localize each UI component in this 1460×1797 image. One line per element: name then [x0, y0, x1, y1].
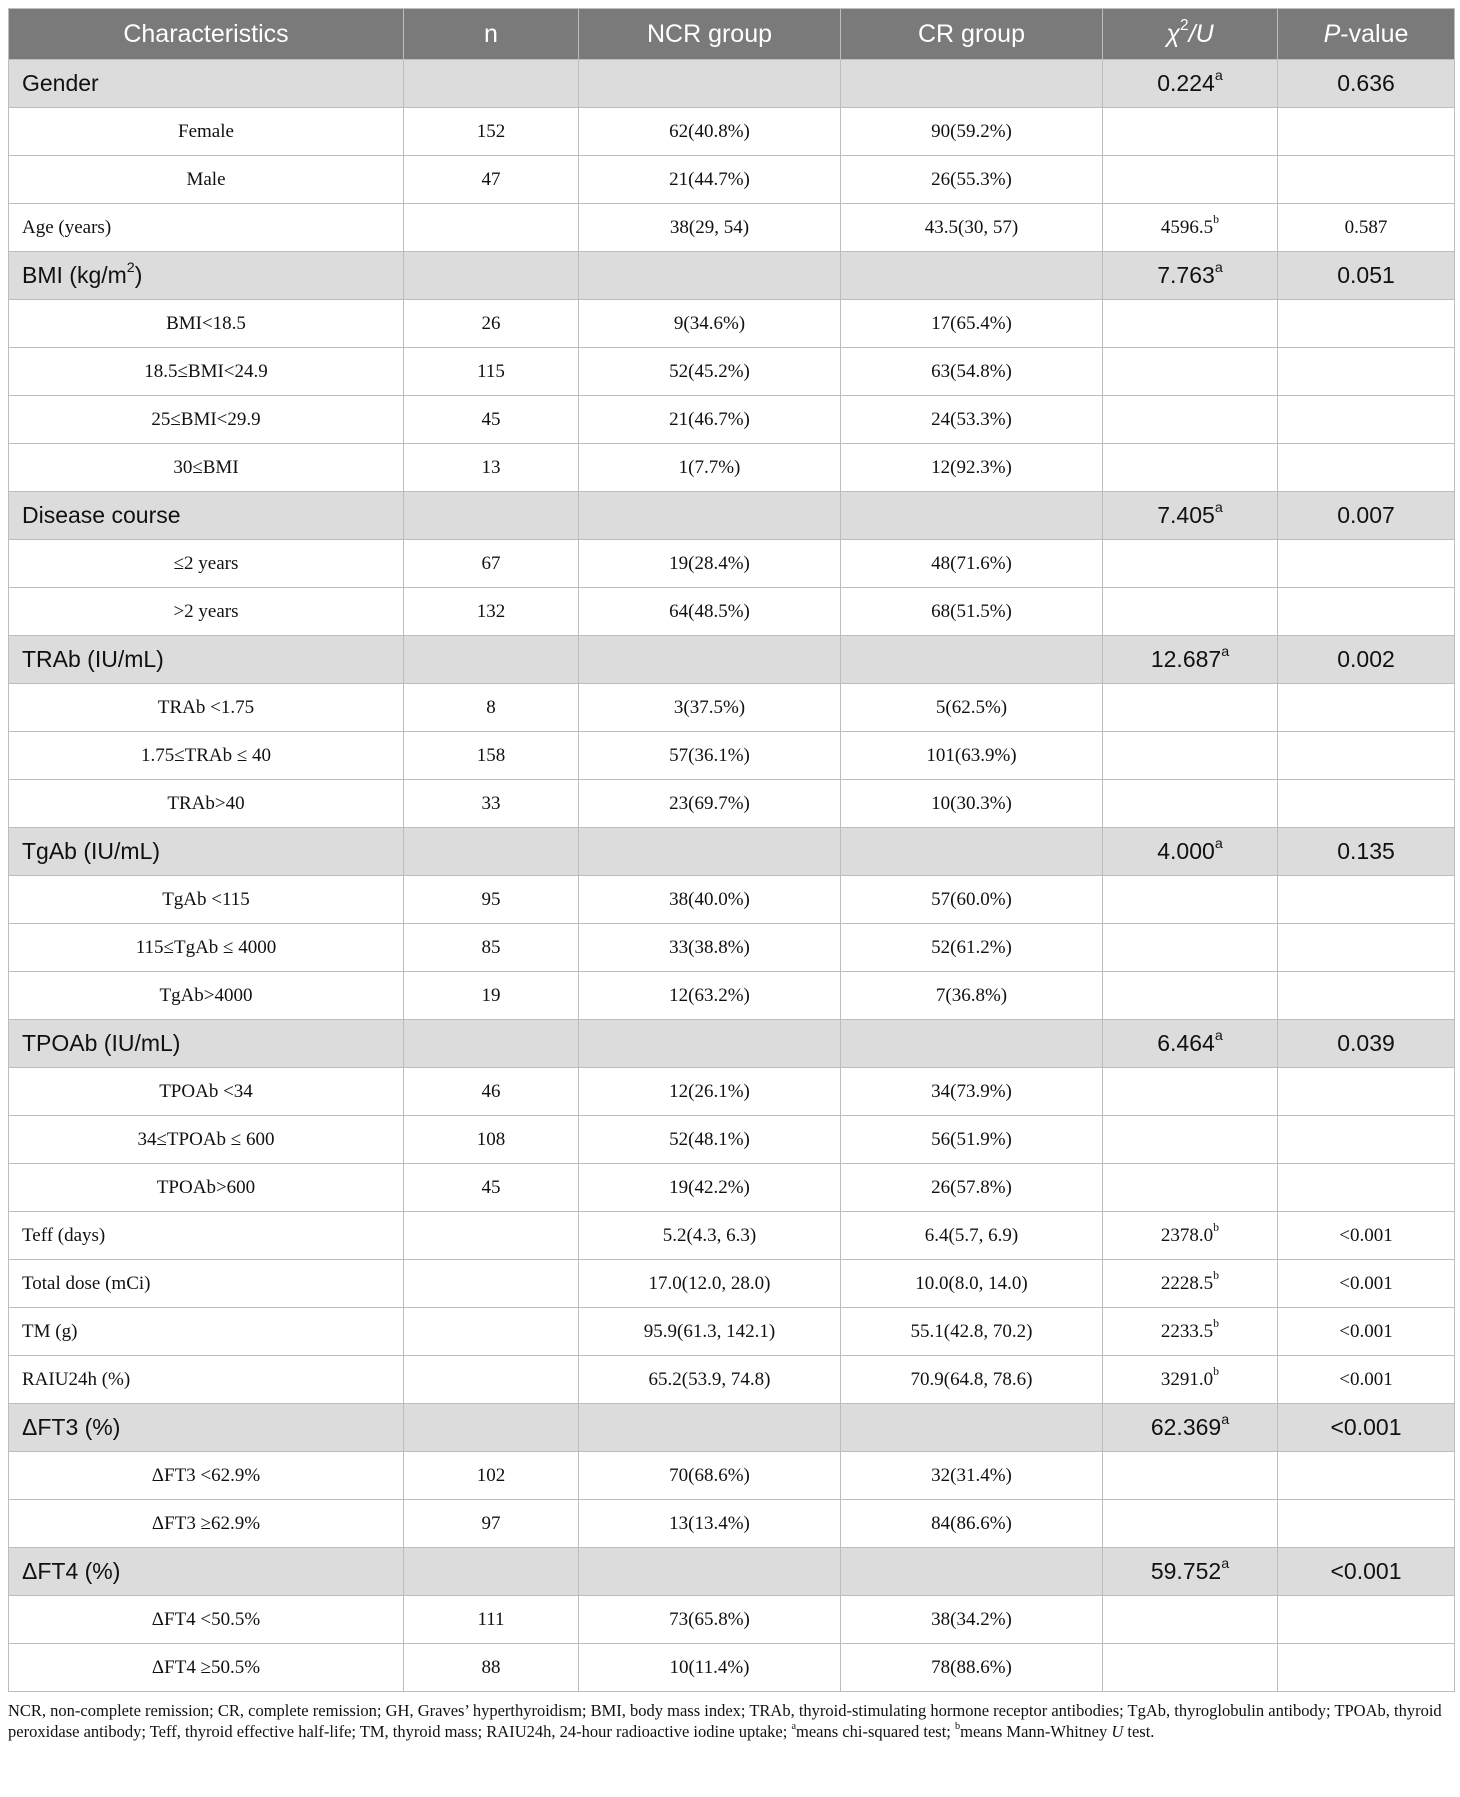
statistic-cell: [1103, 204, 1278, 252]
cr-cell: [841, 60, 1103, 108]
variable-row: [9, 1212, 1455, 1260]
statistic-cell: [1103, 492, 1278, 540]
ncr-cell: [579, 492, 841, 540]
ncr-cell: 17.0(12.0, 28.0): [579, 1260, 841, 1308]
statistic-value: 3291.0: [1160, 1368, 1214, 1390]
section-row: [9, 1020, 1455, 1068]
n-cell: 33: [404, 780, 579, 828]
p-value-cell: 0.039: [1278, 1020, 1455, 1068]
section-label-tail: ): [134, 262, 143, 288]
statistic-value: 7.405: [1157, 502, 1215, 528]
header-p-value: [1278, 9, 1455, 60]
subgroup-label: 115≤TgAb ≤ 4000: [9, 924, 404, 972]
ncr-cell: [579, 60, 841, 108]
n-cell: 158: [404, 732, 579, 780]
cr-cell: 26(57.8%): [841, 1164, 1103, 1212]
cr-cell: 48(71.6%): [841, 540, 1103, 588]
section-row: [9, 1404, 1455, 1452]
subgroup-label: BMI<18.5: [9, 300, 404, 348]
subgroup-row: [9, 396, 1455, 444]
n-cell: [404, 1356, 579, 1404]
p-value-cell: <0.001: [1278, 1404, 1455, 1452]
footnote-abbreviations: NCR, non-complete remission; CR, complete remission; GH, Graves’ hyperthyroidism; BMI, body mass index; TRAb, thyroid-stimulating hormone receptor antibodies; TgAb, thyroglobulin antibody; TPOAb, thyroid peroxidase antibody; Teff, thyroid effective half-life; TM, thyroid mass; RAIU24h, 24-hour radioactive iodine uptake;: [8, 1701, 1442, 1741]
statistic-superscript: b: [1213, 1221, 1220, 1235]
section-row: [9, 492, 1455, 540]
n-cell: [404, 492, 579, 540]
n-cell: 47: [404, 156, 579, 204]
cr-cell: 24(53.3%): [841, 396, 1103, 444]
header-statistic: [1103, 9, 1278, 60]
p-value-cell: 0.002: [1278, 636, 1455, 684]
p-value-cell: [1278, 1068, 1455, 1116]
ncr-cell: 64(48.5%): [579, 588, 841, 636]
variable-label: Teff (days): [9, 1212, 404, 1260]
n-cell: 97: [404, 1500, 579, 1548]
p-value-cell: <0.001: [1278, 1308, 1455, 1356]
section-label: TgAb (IU/mL): [9, 828, 404, 876]
cr-cell: 17(65.4%): [841, 300, 1103, 348]
statistic-superscript: a: [1214, 500, 1223, 517]
subgroup-row: [9, 1164, 1455, 1212]
p-value-cell: 0.051: [1278, 252, 1455, 300]
statistic-cell: [1103, 1356, 1278, 1404]
p-value-cell: [1278, 732, 1455, 780]
subgroup-row: [9, 108, 1455, 156]
cr-cell: 55.1(42.8, 70.2): [841, 1308, 1103, 1356]
cr-cell: 57(60.0%): [841, 876, 1103, 924]
ncr-cell: [579, 1548, 841, 1596]
cr-cell: 90(59.2%): [841, 108, 1103, 156]
section-label: [9, 252, 404, 300]
ncr-cell: 33(38.8%): [579, 924, 841, 972]
p-value-cell: [1278, 876, 1455, 924]
footnote-sup-a: a: [791, 1720, 797, 1732]
n-cell: 111: [404, 1596, 579, 1644]
header-cr-group: CR group: [841, 9, 1103, 60]
statistic-cell: [1103, 1260, 1278, 1308]
cr-cell: 70.9(64.8, 78.6): [841, 1356, 1103, 1404]
header-chi-symbol: χ: [1166, 19, 1181, 48]
p-value-cell: <0.001: [1278, 1260, 1455, 1308]
statistic-cell: [1103, 972, 1278, 1020]
subgroup-row: [9, 588, 1455, 636]
statistic-value: 4.000: [1157, 838, 1215, 864]
p-value-cell: <0.001: [1278, 1356, 1455, 1404]
statistic-value: 2228.5: [1160, 1272, 1214, 1294]
n-cell: [404, 1260, 579, 1308]
p-value-cell: [1278, 300, 1455, 348]
ncr-cell: 62(40.8%): [579, 108, 841, 156]
n-cell: 108: [404, 1116, 579, 1164]
table-container: [8, 8, 1454, 1742]
subgroup-row: [9, 348, 1455, 396]
statistic-value: 0.224: [1157, 70, 1215, 96]
statistic-cell: [1103, 1068, 1278, 1116]
ncr-cell: 21(44.7%): [579, 156, 841, 204]
subgroup-row: [9, 876, 1455, 924]
section-label: ΔFT3 (%): [9, 1404, 404, 1452]
statistic-cell: [1103, 1308, 1278, 1356]
cr-cell: 32(31.4%): [841, 1452, 1103, 1500]
p-value-cell: 0.135: [1278, 828, 1455, 876]
statistic-cell: [1103, 924, 1278, 972]
variable-row: [9, 1260, 1455, 1308]
statistic-value: 2233.5: [1160, 1320, 1214, 1342]
n-cell: 45: [404, 1164, 579, 1212]
subgroup-label: 30≤BMI: [9, 444, 404, 492]
ncr-cell: 12(63.2%): [579, 972, 841, 1020]
statistic-value: 12.687: [1150, 646, 1222, 672]
cr-cell: 10.0(8.0, 14.0): [841, 1260, 1103, 1308]
table-footnote: [8, 1700, 1454, 1742]
ncr-cell: [579, 828, 841, 876]
p-value-cell: 0.587: [1278, 204, 1455, 252]
n-cell: 46: [404, 1068, 579, 1116]
subgroup-row: [9, 1452, 1455, 1500]
statistic-value: 59.752: [1150, 1558, 1222, 1584]
subgroup-label: 18.5≤BMI<24.9: [9, 348, 404, 396]
statistic-cell: [1103, 1212, 1278, 1260]
p-value-cell: 0.636: [1278, 60, 1455, 108]
statistic-superscript: b: [1213, 1365, 1220, 1379]
n-cell: 102: [404, 1452, 579, 1500]
p-value-cell: [1278, 684, 1455, 732]
subgroup-label: ≤2 years: [9, 540, 404, 588]
n-cell: 19: [404, 972, 579, 1020]
p-value-cell: [1278, 108, 1455, 156]
subgroup-row: [9, 1500, 1455, 1548]
n-cell: 13: [404, 444, 579, 492]
cr-cell: [841, 1548, 1103, 1596]
statistic-cell: [1103, 1164, 1278, 1212]
footnote-end: test.: [1123, 1722, 1155, 1741]
statistic-cell: [1103, 348, 1278, 396]
p-value-cell: [1278, 780, 1455, 828]
n-cell: [404, 60, 579, 108]
statistic-value: 6.464: [1157, 1030, 1215, 1056]
ncr-cell: 1(7.7%): [579, 444, 841, 492]
p-value-cell: [1278, 540, 1455, 588]
statistic-cell: [1103, 108, 1278, 156]
ncr-cell: [579, 252, 841, 300]
p-value-cell: [1278, 924, 1455, 972]
n-cell: [404, 1548, 579, 1596]
section-row: [9, 60, 1455, 108]
section-label: TRAb (IU/mL): [9, 636, 404, 684]
ncr-cell: 3(37.5%): [579, 684, 841, 732]
n-cell: [404, 1212, 579, 1260]
statistic-cell: [1103, 732, 1278, 780]
n-cell: [404, 636, 579, 684]
statistic-cell: [1103, 156, 1278, 204]
p-value-cell: [1278, 1452, 1455, 1500]
cr-cell: 101(63.9%): [841, 732, 1103, 780]
statistic-cell: [1103, 60, 1278, 108]
subgroup-row: [9, 540, 1455, 588]
variable-label: TM (g): [9, 1308, 404, 1356]
p-value-cell: [1278, 1164, 1455, 1212]
subgroup-label: ΔFT4 <50.5%: [9, 1596, 404, 1644]
subgroup-label: TPOAb <34: [9, 1068, 404, 1116]
statistic-cell: [1103, 1500, 1278, 1548]
footnote-mann-whitney-note: means Mann-Whitney: [960, 1722, 1112, 1741]
ncr-cell: [579, 1020, 841, 1068]
cr-cell: [841, 828, 1103, 876]
ncr-cell: 38(40.0%): [579, 876, 841, 924]
p-value-cell: [1278, 972, 1455, 1020]
n-cell: 45: [404, 396, 579, 444]
n-cell: [404, 828, 579, 876]
subgroup-label: TgAb>4000: [9, 972, 404, 1020]
subgroup-row: [9, 1068, 1455, 1116]
subgroup-row: [9, 780, 1455, 828]
statistic-superscript: a: [1214, 68, 1223, 85]
section-label-text: BMI (kg/m: [22, 262, 127, 288]
statistic-superscript: b: [1213, 213, 1220, 227]
n-cell: [404, 204, 579, 252]
footnote-chi-note: means chi-squared test;: [796, 1722, 956, 1741]
statistic-cell: [1103, 1452, 1278, 1500]
variable-row: [9, 1308, 1455, 1356]
section-row: [9, 252, 1455, 300]
p-value-cell: [1278, 396, 1455, 444]
ncr-cell: 65.2(53.9, 74.8): [579, 1356, 841, 1404]
footnote-u-letter: U: [1111, 1722, 1124, 1741]
ncr-cell: 10(11.4%): [579, 1644, 841, 1692]
p-value-cell: [1278, 348, 1455, 396]
cr-cell: 84(86.6%): [841, 1500, 1103, 1548]
cr-cell: 34(73.9%): [841, 1068, 1103, 1116]
variable-label: Age (years): [9, 204, 404, 252]
subgroup-label: TRAb <1.75: [9, 684, 404, 732]
subgroup-label: 25≤BMI<29.9: [9, 396, 404, 444]
statistic-cell: [1103, 876, 1278, 924]
statistic-cell: [1103, 444, 1278, 492]
subgroup-label: ΔFT3 ≥62.9%: [9, 1500, 404, 1548]
n-cell: 88: [404, 1644, 579, 1692]
header-characteristics: Characteristics: [9, 9, 404, 60]
cr-cell: 7(36.8%): [841, 972, 1103, 1020]
statistic-superscript: a: [1221, 1412, 1230, 1429]
statistic-cell: [1103, 636, 1278, 684]
section-row: [9, 636, 1455, 684]
subgroup-label: ΔFT4 ≥50.5%: [9, 1644, 404, 1692]
section-label: Disease course: [9, 492, 404, 540]
n-cell: [404, 1020, 579, 1068]
statistic-superscript: a: [1221, 644, 1230, 661]
subgroup-row: [9, 156, 1455, 204]
statistic-cell: [1103, 684, 1278, 732]
cr-cell: [841, 1404, 1103, 1452]
variable-label: Total dose (mCi): [9, 1260, 404, 1308]
subgroup-row: [9, 1644, 1455, 1692]
statistic-cell: [1103, 300, 1278, 348]
cr-cell: 10(30.3%): [841, 780, 1103, 828]
statistic-value: 7.763: [1157, 262, 1215, 288]
ncr-cell: 95.9(61.3, 142.1): [579, 1308, 841, 1356]
cr-cell: [841, 1020, 1103, 1068]
n-cell: [404, 1308, 579, 1356]
p-value-cell: [1278, 588, 1455, 636]
n-cell: 85: [404, 924, 579, 972]
n-cell: 8: [404, 684, 579, 732]
statistic-cell: [1103, 1116, 1278, 1164]
subgroup-row: [9, 684, 1455, 732]
statistic-cell: [1103, 1644, 1278, 1692]
p-value-cell: [1278, 444, 1455, 492]
ncr-cell: 70(68.6%): [579, 1452, 841, 1500]
variable-row: [9, 1356, 1455, 1404]
ncr-cell: 19(28.4%): [579, 540, 841, 588]
p-value-cell: [1278, 156, 1455, 204]
table-header-row: [9, 9, 1455, 60]
characteristics-table: [8, 8, 1455, 1692]
variable-row: [9, 204, 1455, 252]
cr-cell: [841, 636, 1103, 684]
header-p-letter: P: [1323, 19, 1341, 48]
section-label-superscript: 2: [126, 260, 135, 277]
subgroup-row: [9, 1596, 1455, 1644]
p-value-cell: 0.007: [1278, 492, 1455, 540]
ncr-cell: 73(65.8%): [579, 1596, 841, 1644]
ncr-cell: 23(69.7%): [579, 780, 841, 828]
p-value-cell: [1278, 1500, 1455, 1548]
subgroup-label: Female: [9, 108, 404, 156]
header-chi-superscript: 2: [1180, 16, 1189, 34]
cr-cell: 68(51.5%): [841, 588, 1103, 636]
cr-cell: 52(61.2%): [841, 924, 1103, 972]
cr-cell: 56(51.9%): [841, 1116, 1103, 1164]
n-cell: 132: [404, 588, 579, 636]
statistic-value: 2378.0: [1160, 1224, 1214, 1246]
statistic-cell: [1103, 540, 1278, 588]
statistic-cell: [1103, 588, 1278, 636]
n-cell: 152: [404, 108, 579, 156]
statistic-cell: [1103, 1596, 1278, 1644]
statistic-superscript: a: [1214, 836, 1223, 853]
cr-cell: 78(88.6%): [841, 1644, 1103, 1692]
statistic-cell: [1103, 1020, 1278, 1068]
n-cell: 26: [404, 300, 579, 348]
statistic-cell: [1103, 828, 1278, 876]
ncr-cell: 9(34.6%): [579, 300, 841, 348]
statistic-cell: [1103, 1548, 1278, 1596]
cr-cell: 26(55.3%): [841, 156, 1103, 204]
n-cell: [404, 1404, 579, 1452]
n-cell: [404, 252, 579, 300]
cr-cell: 43.5(30, 57): [841, 204, 1103, 252]
cr-cell: 5(62.5%): [841, 684, 1103, 732]
section-row: [9, 828, 1455, 876]
ncr-cell: 21(46.7%): [579, 396, 841, 444]
footnote-sup-b: b: [955, 1720, 961, 1732]
header-n: n: [404, 9, 579, 60]
ncr-cell: 57(36.1%): [579, 732, 841, 780]
p-value-cell: <0.001: [1278, 1212, 1455, 1260]
header-p-suffix: -value: [1340, 19, 1409, 48]
n-cell: 95: [404, 876, 579, 924]
ncr-cell: 5.2(4.3, 6.3): [579, 1212, 841, 1260]
p-value-cell: <0.001: [1278, 1548, 1455, 1596]
subgroup-row: [9, 1116, 1455, 1164]
subgroup-label: 1.75≤TRAb ≤ 40: [9, 732, 404, 780]
cr-cell: [841, 492, 1103, 540]
statistic-cell: [1103, 396, 1278, 444]
ncr-cell: [579, 636, 841, 684]
subgroup-label: >2 years: [9, 588, 404, 636]
subgroup-row: [9, 732, 1455, 780]
ncr-cell: 38(29, 54): [579, 204, 841, 252]
section-row: [9, 1548, 1455, 1596]
statistic-cell: [1103, 252, 1278, 300]
ncr-cell: 52(45.2%): [579, 348, 841, 396]
cr-cell: 12(92.3%): [841, 444, 1103, 492]
ncr-cell: 12(26.1%): [579, 1068, 841, 1116]
ncr-cell: 52(48.1%): [579, 1116, 841, 1164]
statistic-value: 62.369: [1150, 1414, 1222, 1440]
subgroup-label: TRAb>40: [9, 780, 404, 828]
table-body: [9, 60, 1455, 1692]
p-value-cell: [1278, 1644, 1455, 1692]
subgroup-label: TPOAb>600: [9, 1164, 404, 1212]
subgroup-label: 34≤TPOAb ≤ 600: [9, 1116, 404, 1164]
subgroup-label: TgAb <115: [9, 876, 404, 924]
section-label: TPOAb (IU/mL): [9, 1020, 404, 1068]
cr-cell: 63(54.8%): [841, 348, 1103, 396]
statistic-cell: [1103, 1404, 1278, 1452]
section-label: Gender: [9, 60, 404, 108]
header-ncr-group: NCR group: [579, 9, 841, 60]
subgroup-row: [9, 444, 1455, 492]
ncr-cell: 19(42.2%): [579, 1164, 841, 1212]
statistic-superscript: b: [1213, 1269, 1220, 1283]
subgroup-row: [9, 300, 1455, 348]
statistic-superscript: a: [1214, 1028, 1223, 1045]
subgroup-row: [9, 924, 1455, 972]
header-statistic-suffix: /U: [1188, 19, 1214, 48]
p-value-cell: [1278, 1116, 1455, 1164]
subgroup-label: ΔFT3 <62.9%: [9, 1452, 404, 1500]
cr-cell: 6.4(5.7, 6.9): [841, 1212, 1103, 1260]
n-cell: 115: [404, 348, 579, 396]
n-cell: 67: [404, 540, 579, 588]
cr-cell: 38(34.2%): [841, 1596, 1103, 1644]
subgroup-row: [9, 972, 1455, 1020]
statistic-superscript: a: [1221, 1556, 1230, 1573]
statistic-value: 4596.5: [1160, 216, 1214, 238]
cr-cell: [841, 252, 1103, 300]
p-value-cell: [1278, 1596, 1455, 1644]
statistic-superscript: a: [1214, 260, 1223, 277]
statistic-superscript: b: [1213, 1317, 1220, 1331]
subgroup-label: Male: [9, 156, 404, 204]
ncr-cell: 13(13.4%): [579, 1500, 841, 1548]
statistic-cell: [1103, 780, 1278, 828]
variable-label: RAIU24h (%): [9, 1356, 404, 1404]
ncr-cell: [579, 1404, 841, 1452]
section-label: ΔFT4 (%): [9, 1548, 404, 1596]
